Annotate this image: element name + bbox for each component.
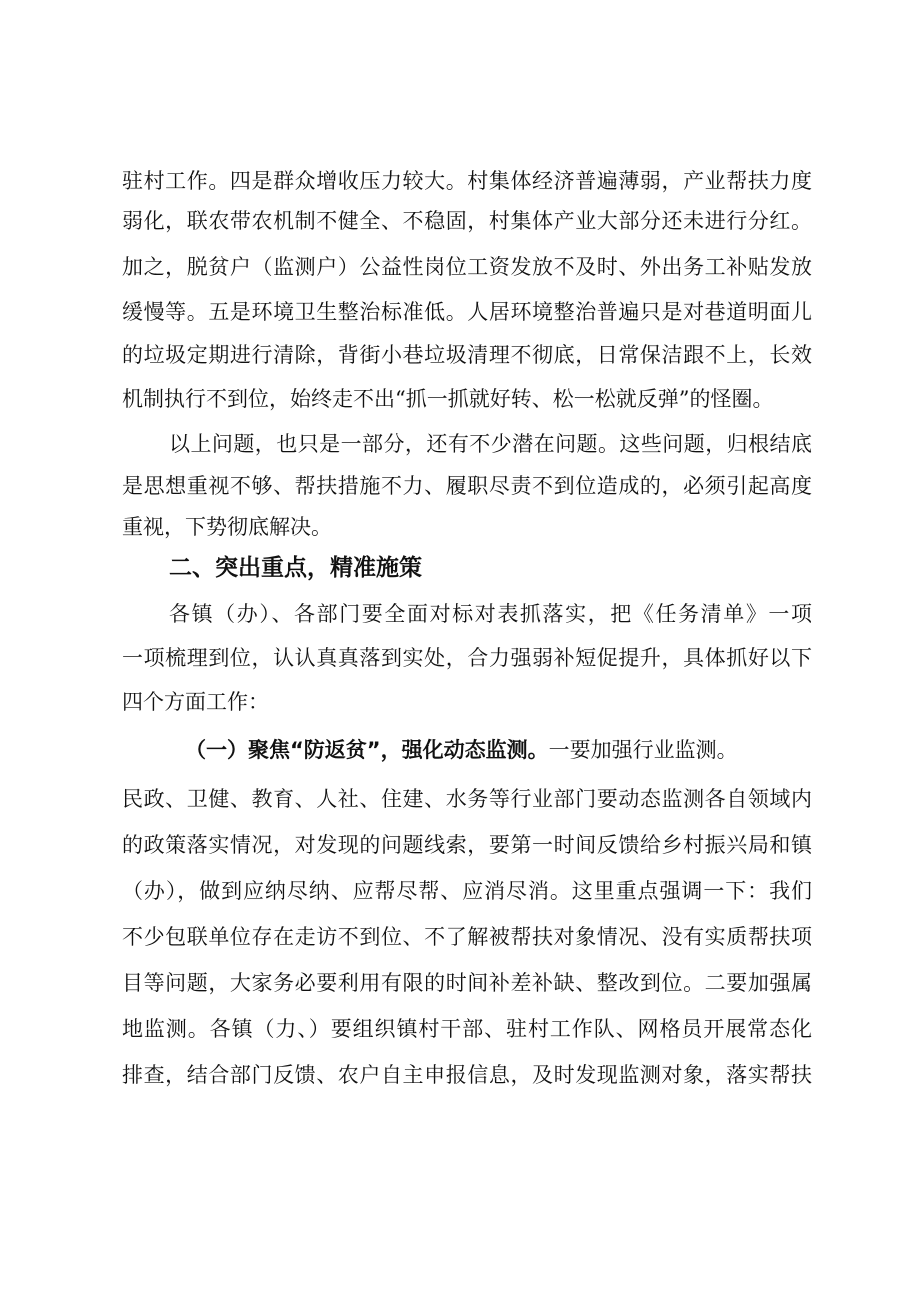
paragraph-2-line-2: 是思想重视不够、帮扶措施不力、履职尽责不到位造成的，必须引起高度 [122,474,812,498]
paragraph-4-line-4: 不少包联单位存在走访不到位、不了解被帮扶对象情况、没有实质帮扶项 [122,925,812,949]
paragraph-2-line-1: 以上问题，也只是一部分，还有不少潜在问题。这些问题，归根结底 [169,432,812,456]
paragraph-4-line-1: 民政、卫健、教育、人社、住建、水务等行业部门要动态监测各自领域内 [122,787,812,811]
paragraph-4-line-2: 的政策落实情况，对发现的问题线索，要第一时间反馈给乡村振兴局和镇 [122,833,812,857]
paragraph-1-line-3: 加之，脱贫户（监测户）公益性岗位工资发放不及时、外出务工补贴发放 [122,255,812,279]
paragraph-4-line-6: 地监测。各镇（力、）要组织镇村干部、驻村工作队、网格员开展常态化 [122,1017,812,1041]
paragraph-4-line-7: 排查，结合部门反馈、农户自主申报信息，及时发现监测对象，落实帮扶 [122,1063,812,1087]
paragraph-3-line-1: 各镇（办）、各部门要全面对标对表抓落实，把《任务清单》一项 [169,602,812,626]
paragraph-1-line-5: 的垃圾定期进行清除，背街小巷垃圾清理不彻底，日常保洁跟不上，长效 [122,343,812,367]
subsection-heading-line [185,736,812,764]
paragraph-1-line-2: 弱化，联农带农机制不健全、不稳固，村集体产业大部分还未进行分红。 [122,209,812,233]
subsection-title: （一）聚焦“防返贫”，强化动态监测。 [185,738,549,762]
paragraph-3-line-3: 四个方面工作： [122,690,269,714]
subsection-lead-text: 一要加强行业监测。 [548,738,738,762]
paragraph-1-line-1: 驻村工作。四是群众增收压力较大。村集体经济普遍薄弱，产业帮扶力度 [122,169,812,193]
section-heading: 二、突出重点，精准施策 [169,555,422,581]
paragraph-1-line-6: 机制执行不到位，始终走不出“抓一抓就好转、松一松就反弹”的怪圈。 [122,387,774,411]
paragraph-2-line-3: 重视，下势彻底解决。 [122,515,332,539]
paragraph-1-line-4: 缓慢等。五是环境卫生整治标准低。人居环境整治普遍只是对巷道明面儿 [122,300,812,324]
paragraph-4-line-3: （办），做到应纳尽纳、应帮尽帮、应消尽消。这里重点强调一下：我们 [122,879,812,903]
paragraph-3-line-2: 一项梳理到位，认认真真落到实处，合力强弱补短促提升，具体抓好以下 [122,646,812,670]
paragraph-4-line-5: 目等问题，大家务必要利用有限的时间补差补缺、整改到位。二要加强属 [122,971,812,995]
